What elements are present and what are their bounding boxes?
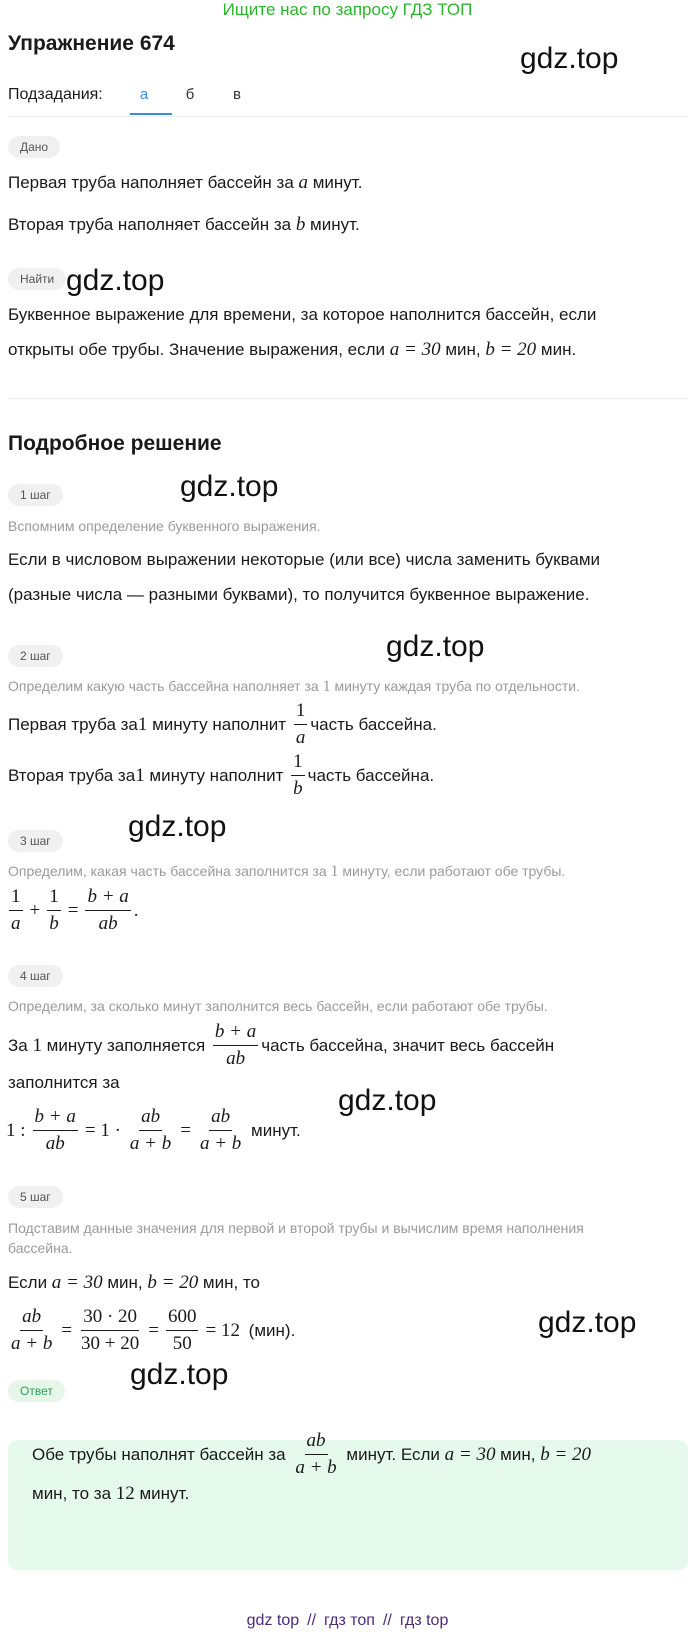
step-badge: 5 шаг <box>8 1186 63 1208</box>
fraction <box>294 700 308 749</box>
solution-title: Подробное решение <box>8 432 222 455</box>
math-a-value: a = 30 <box>51 1272 103 1293</box>
find-badge: Найти <box>8 268 66 290</box>
answer-text: минут. Если <box>341 1444 445 1464</box>
math-number: 12 <box>115 1483 135 1504</box>
fraction <box>79 1306 141 1355</box>
given-var: a <box>298 172 308 193</box>
section-divider <box>8 398 688 399</box>
watermark: gdz.top <box>66 264 165 297</box>
numerator: 600 <box>166 1306 199 1331</box>
step-text-part: минуту заполняется <box>41 1035 210 1055</box>
fraction <box>293 1430 338 1479</box>
tab-v[interactable]: в <box>233 86 241 103</box>
given-var: b <box>295 214 306 235</box>
step-equation <box>6 1306 295 1355</box>
fraction <box>85 886 130 935</box>
answer-section <box>8 1380 65 1402</box>
given-line-2 <box>8 212 360 238</box>
step-hint: Вспомним определение буквенного выражения. <box>8 518 321 534</box>
fraction <box>9 886 23 935</box>
find-text: мин, <box>440 340 486 359</box>
numerator: ab <box>139 1106 162 1131</box>
page-title: Упражнение 674 <box>8 32 175 55</box>
fraction <box>213 1021 258 1070</box>
math-b-value: b = 20 <box>485 339 537 360</box>
step-4 <box>8 965 63 987</box>
step-text-part: Вторая труба за <box>8 765 136 785</box>
math-number: 1 <box>137 713 148 735</box>
math-operator: = <box>61 1319 73 1341</box>
fraction <box>47 886 61 935</box>
denominator: ab <box>226 1048 246 1069</box>
step-text-part: минуту наполнит <box>147 714 291 734</box>
watermark: gdz.top <box>520 42 619 75</box>
math-number: 1 <box>322 678 331 695</box>
step-badge: 1 шаг <box>8 484 63 506</box>
given-text: Первая труба наполняет бассейн за <box>8 173 299 192</box>
subtasks-label: Подзадания: <box>8 86 103 103</box>
math-operator: + <box>29 899 41 921</box>
math-b-value: b = 20 <box>540 1443 592 1465</box>
fraction <box>166 1306 199 1355</box>
denominator: a + b <box>199 1133 242 1154</box>
step-text-part: Если <box>8 1273 52 1292</box>
step-hint <box>8 861 565 882</box>
step-text: заполнится за <box>8 1073 120 1092</box>
promo-text: Ищите нас по запросу ГДЗ ТОП <box>222 0 473 19</box>
math-number: 1 <box>330 863 339 880</box>
given-text: Вторая труба наполняет бассейн за <box>8 215 296 234</box>
answer-badge: Ответ <box>8 1380 65 1402</box>
find-line-1: Буквенное выражение для времени, за которое наполнится бассейн, если <box>8 305 597 324</box>
step-text <box>8 1021 554 1070</box>
step-hint: бассейна. <box>8 1240 73 1256</box>
step-equation <box>6 1106 301 1155</box>
step-text-part: часть бассейна. <box>307 765 435 785</box>
denominator: a <box>11 913 21 934</box>
math-operator: . <box>133 899 139 921</box>
find-text: мин. <box>536 340 577 359</box>
watermark: gdz.top <box>128 810 227 843</box>
step-badge: 4 шаг <box>8 965 63 987</box>
math-operator: = <box>180 1119 191 1141</box>
step-hint: Определим, за сколько минут заполнится весь бассейн, если работают обе трубы. <box>8 998 548 1014</box>
hint-text: Определим какую часть бассейна наполняет за <box>8 678 323 694</box>
footer-separator: // <box>382 1612 392 1629</box>
given-badge: Дано <box>8 136 60 158</box>
watermark: gdz.top <box>386 630 485 663</box>
step-3 <box>8 830 63 852</box>
fraction <box>128 1106 173 1155</box>
hint-text: Определим, какая часть бассейна заполнится за <box>8 863 331 879</box>
answer-text: мин, то за <box>32 1484 116 1503</box>
step-5 <box>8 1186 63 1208</box>
given-line-1 <box>8 170 362 196</box>
given-text: минут. <box>305 215 360 234</box>
find-text: открыты обе трубы. Значение выражения, если <box>8 340 390 359</box>
answer-text: минут. <box>134 1484 190 1503</box>
step-text <box>8 700 437 749</box>
denominator: ab <box>98 913 118 934</box>
denominator: b <box>293 778 303 799</box>
given-text: минут. <box>308 173 363 192</box>
hint-text: минуту, если работают обе трубы. <box>338 863 566 879</box>
numerator: 1 <box>291 751 305 776</box>
active-tab-indicator <box>130 113 172 115</box>
find-line-2 <box>8 337 576 363</box>
hint-text: минуту каждая труба по отдельности. <box>330 678 580 694</box>
math-operator: = 12 <box>205 1319 240 1341</box>
watermark: gdz.top <box>338 1084 437 1117</box>
answer-text: Обе трубы наполнят бассейн за <box>32 1444 291 1464</box>
numerator: b + a <box>33 1106 78 1131</box>
step-1 <box>8 484 63 506</box>
step-badge: 3 шаг <box>8 830 63 852</box>
watermark: gdz.top <box>180 470 279 503</box>
numerator: b + a <box>85 886 130 911</box>
step-text-part: минуту наполнит <box>144 765 289 785</box>
step-text: (разные числа — разными буквами), то получится буквенное выражение. <box>8 585 590 604</box>
step-text-part: (мин). <box>243 1320 296 1340</box>
math-a-value: a = 30 <box>444 1443 496 1465</box>
footer-link[interactable]: гдз топ <box>324 1612 375 1629</box>
step-text-part: часть бассейна, значит весь бассейн <box>261 1035 555 1055</box>
footer-separator: // <box>307 1612 317 1629</box>
numerator: b + a <box>213 1021 258 1046</box>
answer-text: мин, <box>495 1444 541 1464</box>
step-equation <box>6 886 139 935</box>
math-operator: = 1 · <box>84 1119 121 1141</box>
denominator: a + b <box>295 1457 337 1478</box>
step-text-part: мин, то <box>198 1273 260 1292</box>
fraction <box>291 751 305 800</box>
step-text-part: Первая труба за <box>8 714 138 734</box>
math-operator: 1 : <box>6 1119 26 1141</box>
answer-line-1 <box>32 1430 591 1479</box>
footer-link[interactable]: гдз top <box>399 1612 449 1629</box>
math-number: 1 <box>32 1034 42 1056</box>
numerator: 1 <box>9 886 23 911</box>
math-operator: = <box>67 899 79 921</box>
numerator: 1 <box>47 886 61 911</box>
tab-a[interactable]: а <box>139 86 149 103</box>
fraction <box>9 1306 54 1355</box>
numerator: 30 · 20 <box>81 1306 139 1331</box>
step-2 <box>8 645 63 667</box>
step-text-part: мин, <box>102 1273 148 1292</box>
numerator: ab <box>20 1306 43 1331</box>
tabs-divider <box>8 116 688 117</box>
watermark: gdz.top <box>130 1358 229 1391</box>
step-hint: Подставим данные значения для первой и второй трубы и вычислим время наполнения <box>8 1220 584 1236</box>
footer-link[interactable]: gdz top <box>246 1612 300 1629</box>
denominator: ab <box>45 1133 65 1154</box>
step-badge: 2 шаг <box>8 645 63 667</box>
math-number: 1 <box>135 764 145 786</box>
step-text <box>8 1270 260 1296</box>
numerator: 1 <box>294 700 308 725</box>
step-text <box>8 751 434 800</box>
footer-links <box>0 1612 695 1630</box>
fraction <box>198 1106 243 1155</box>
find-section <box>8 268 66 290</box>
math-a-value: a = 30 <box>389 339 441 360</box>
given-section <box>8 136 60 158</box>
step-text: Если в числовом выражении некоторые (или все) числа заменить буквами <box>8 550 601 569</box>
denominator: a + b <box>11 1333 53 1354</box>
tab-b[interactable]: б <box>185 86 195 103</box>
math-b-value: b = 20 <box>147 1272 199 1293</box>
math-operator: = <box>148 1319 159 1341</box>
denominator: a + b <box>129 1133 172 1154</box>
step-text-part: часть бассейна. <box>310 714 437 734</box>
denominator: 50 <box>172 1333 192 1354</box>
denominator: a <box>295 727 306 748</box>
step-text-part: За <box>8 1035 33 1055</box>
numerator: ab <box>305 1430 328 1455</box>
denominator: 30 + 20 <box>81 1333 140 1354</box>
numerator: ab <box>209 1106 232 1131</box>
denominator: b <box>49 913 59 934</box>
step-hint <box>8 676 580 697</box>
step-text-part: минут. <box>246 1120 301 1140</box>
fraction <box>33 1106 78 1155</box>
watermark: gdz.top <box>538 1306 637 1339</box>
answer-line-2 <box>32 1481 189 1507</box>
